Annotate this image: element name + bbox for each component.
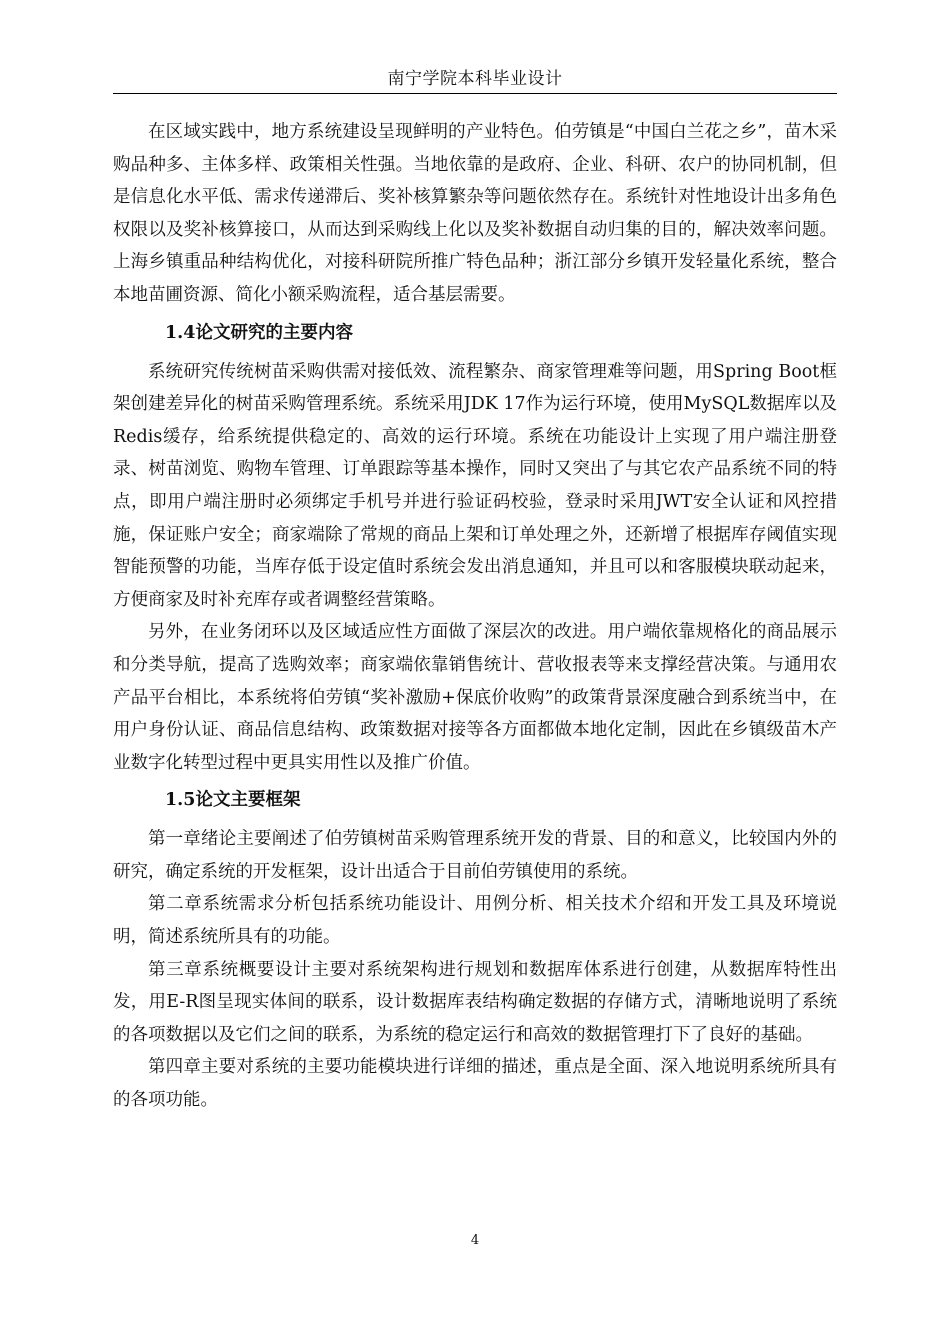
paragraph-chapter-4: 第四章主要对系统的主要功能模块进行详细的描述，重点是全面、深入地说明系统所具有的各项功能。: [113, 1057, 837, 1111]
document-body: [113, 116, 837, 1117]
header-divider: [113, 93, 837, 94]
page-number: 4: [470, 1233, 480, 1248]
paragraph-regional-practice: 在区域实践中，地方系统建设呈现鲜明的产业特色。伯劳镇是“中国白兰花之乡”，苗木采购品种多、主体多样、政策相关性强。当地依靠的是政府、企业、科研、农户的协同机制，但是信息化水平低、需求传递滞后、奖补核算繁杂等问题依然存在。系统针对性地设计出多角色权限以及奖补核算接口，从而达到采购线上化以及奖补数据自动归集的目的，解决效率问题。上海乡镇重品种结构优化，对接科研院所推广特色品种；浙江部分乡镇开发轻量化系统，整合本地苗圃资源、简化小额采购流程，适合基层需要。: [113, 122, 837, 305]
paragraph-chapter-1: 第一章绪论主要阐述了伯劳镇树苗采购管理系统开发的背景、目的和意义，比较国内外的研究，确定系统的开发框架，设计出适合于目前伯劳镇使用的系统。: [113, 829, 837, 882]
paragraph-chapter-2: 第二章系统需求分析包括系统功能设计、用例分析、相关技术介绍和开发工具及环境说明，简述系统所具有的功能。: [113, 894, 837, 948]
section-heading-1-5: 1.5论文主要框架: [165, 790, 301, 811]
page-header: 南宁学院本科毕业设计: [387, 69, 563, 89]
paragraph-improvements: 另外，在业务闭环以及区域适应性方面做了深层次的改进。用户端依靠规格化的商品展示和分类导航，提高了选购效率；商家端依靠销售统计、营收报表等来支撑经营决策。与通用农产品平台相比，本系统将伯劳镇“奖补激励+保底价收购”的政策背景深度融合到系统当中，在用户身份认证、商品信息结构、政策数据对接等各方面都做本地化定制，因此在乡镇级苗木产业数字化转型过程中更具实用性以及推广价值。: [113, 622, 837, 773]
paragraph-chapter-3: 第三章系统概要设计主要对系统架构进行规划和数据库体系进行创建，从数据库特性出发，用E-R图呈现实体间的联系，设计数据库表结构确定数据的存储方式，清晰地说明了系统的各项数据以及它们之间的联系，为系统的稳定运行和高效的数据管理打下了良好的基础。: [113, 959, 837, 1045]
section-heading-1-4: 1.4论文研究的主要内容: [165, 322, 353, 343]
paragraph-main-content: 系统研究传统树苗采购供需对接低效、流程繁杂、商家管理难等问题，用Spring Boot框架创建差异化的树苗采购管理系统。系统采用JDK 17作为运行环境，使用MySQL数据库以及Redis缓存，给系统提供稳定的、高效的运行环境。系统在功能设计上实现了用户端注册登录、树苗浏览、购物车管理、订单跟踪等基本操作，同时又突出了与其它农产品系统不同的特点，即用户端注册时必须绑定手机号并进行验证码校验，登录时采用JWT安全认证和风控措施，保证账户安全；商家端除了常规的商品上架和订单处理之外，还新增了根据库存阈值实现智能预警的功能，当库存低于设定值时系统会发出消息通知，并且可以和客服模块联动起来，方便商家及时补充库存或者调整经营策略。: [113, 361, 837, 610]
